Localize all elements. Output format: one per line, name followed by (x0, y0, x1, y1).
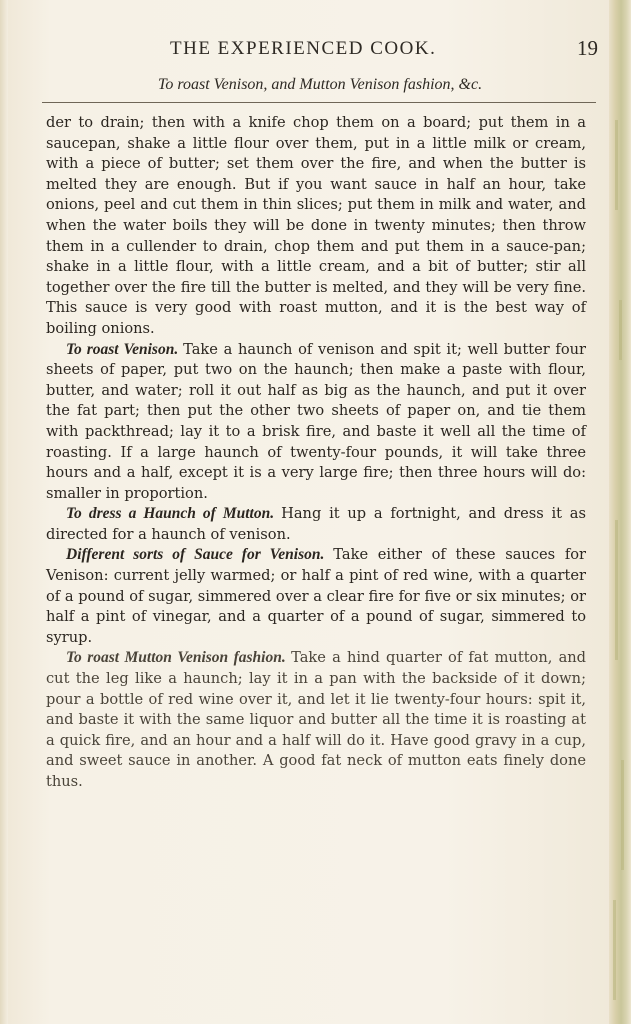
paragraph-text: Hang it up a fortnight, and dress it as directed for a haunch of venison. (46, 505, 586, 543)
recipe-heading: Different sorts of Sauce for Venison. (66, 546, 334, 564)
page-binding-edge (609, 0, 631, 1024)
recipe-heading: To roast Mutton Venison fashion. (66, 649, 292, 667)
page-header (40, 38, 600, 62)
section-title: To roast Venison, and Mutton Venison fashion, &c. (157, 76, 483, 93)
paragraph (46, 340, 586, 505)
page-left-edge (0, 0, 8, 1024)
paragraph (46, 648, 586, 792)
paragraph-text: Take a hind quarter of fat mutton, and cut the leg like a haunch; lay it in a pan with the backside of it down; pour a bottle of red wine over it, and let it lie twenty-four hours: spit it, and baste it with the same liquor and butter all the time it is roasting at a quick fire, and an hour and a half will do it. Have good gravy in a cup, and sweet sauce in another. A good fat neck of mutton eats finely done thus. (46, 649, 587, 790)
header-rule (42, 102, 596, 103)
paragraph (46, 504, 586, 545)
paragraph (46, 113, 586, 340)
recipe-heading: To roast Venison. (66, 340, 184, 358)
page-number: 19 (577, 36, 598, 60)
paragraph (46, 545, 586, 648)
recipe-heading: To dress a Haunch of Mutton. (66, 505, 282, 523)
running-head: THE EXPERIENCED COOK. (170, 38, 437, 59)
paragraph-text: Take either of these sauces for Venison: current jelly warmed; or half a pint of red wine, with a quarter of a pound of sugar, simmered over a clear fire for five or six minutes; or half a pint of vinegar, and a quarter of a pound of sugar, simmered to syrup. (46, 546, 586, 646)
paragraph-text: Take a haunch of venison and spit it; well butter four sheets of paper, put two on the haunch; then make a paste with flour, butter, and water; roll it out half as big as the haunch, and put it over the fat part; then put the other two sheets of paper on, and tie them with packthread; lay it to a brisk fire, and baste it well all the time of roasting. If a large haunch of twenty-four pounds, it will take three hours and a half, except it is a very large fire; then three hours will do: smaller in proportion. (46, 340, 586, 502)
paragraph-text: der to drain; then with a knife chop them on a board; put them in a saucepan, shake a little flour over them, put in a little milk or cream, with a piece of butter; set them over the fire, and when the butter is melted they are enough. But if you want sauce in half an hour, take onions, peel and cut them in thin slices; put them in milk and water, and when the water boils they will be done in twenty minutes; then throw them in a cullender to drain, chop them and put them in a sauce-pan; shake in a little flour, with a little cream, and a bit of butter; stir all together over the fire till the butter is melted, and they will be very fine. This sauce is very good with roast mutton, and it is the best way of boiling onions. (46, 114, 586, 337)
body-text (46, 113, 586, 793)
